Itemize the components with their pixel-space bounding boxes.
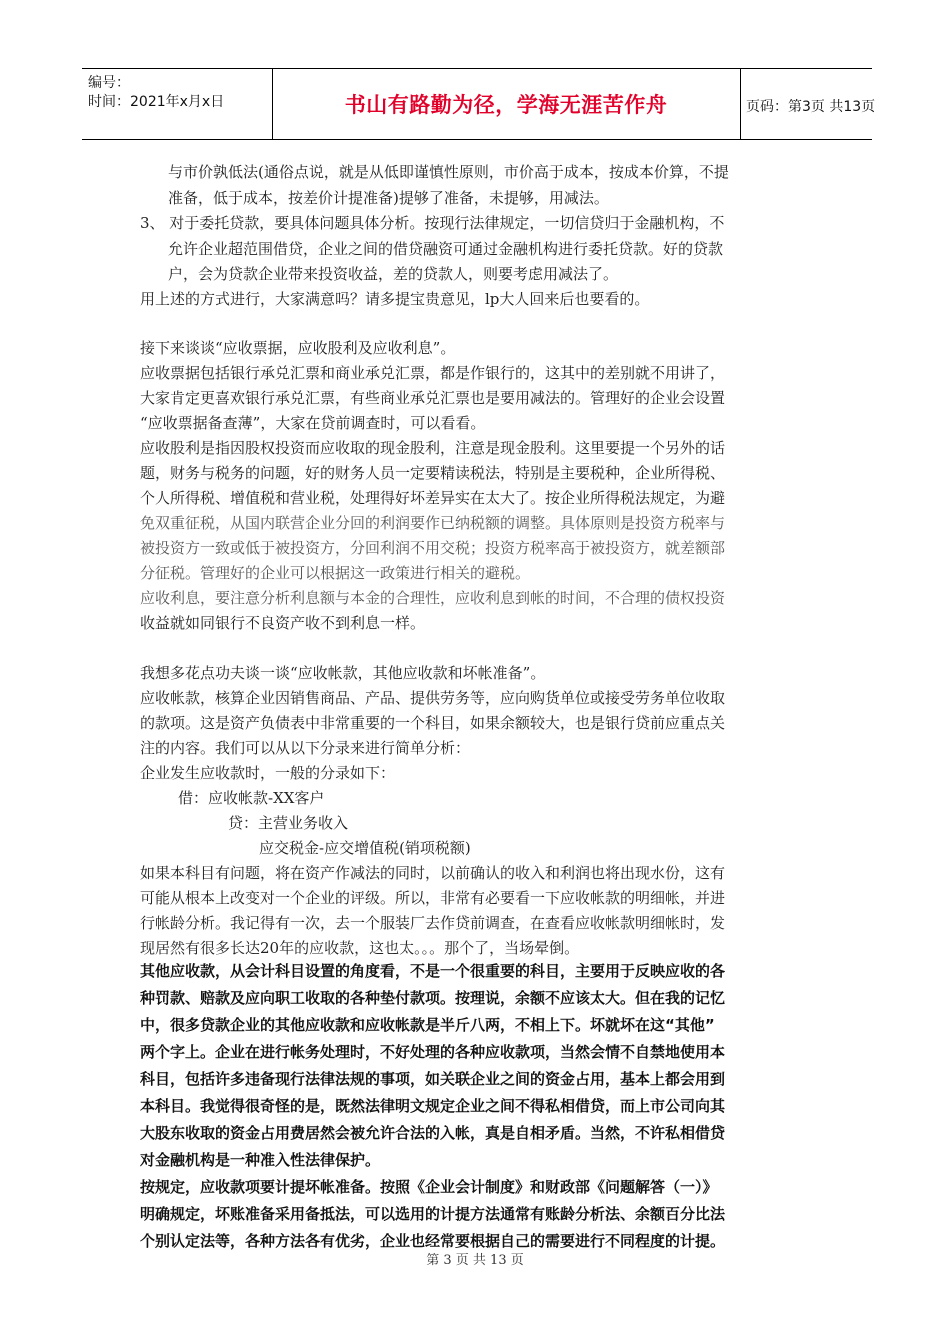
text-line: 应收票据包括银行承兑汇票和商业承兑汇票，都是作银行的，这其中的差别就不用讲了， — [140, 364, 726, 382]
text-line: 两个字上。企业在进行帐务处理时，不好处理的各种应收款项，当然会情不自禁地使用本 — [140, 1043, 726, 1061]
text-line: 与市价孰低法(通俗点说，就是从低即谨慎性原则，市价高于成本，按成本价算，不提 — [168, 163, 729, 181]
header-meta-cell — [82, 69, 273, 139]
text-line: 免双重征税，从国内联营企业分回的利润要作已纳税额的调整。具体原则是投资方税率与 — [140, 514, 726, 532]
text-line: 用上述的方式进行，大家满意吗？请多提宝贵意见，lp大人回来后也要看的。 — [140, 290, 650, 308]
text-line: 接下来谈谈“应收票据，应收股利及应收利息”。 — [140, 339, 456, 357]
page-footer: 第 3 页 共 13 页 — [426, 1253, 524, 1268]
text-line: 按规定，应收款项要计提坏帐准备。按照《企业会计制度》和财政部《问题解答（一）》 — [140, 1178, 718, 1196]
doc-code-label: 编号： — [88, 75, 130, 91]
text-line: 种罚款、赔款及应向职工收取的各种垫付款项。按理说，余额不应该太大。但在我的记忆 — [140, 989, 726, 1007]
text-line: 对金融机构是一种准入性法律保护。 — [140, 1151, 381, 1169]
text-line: 应收股利是指因股权投资而应收取的现金股利，注意是现金股利。这里要提一个另外的话 — [140, 439, 726, 457]
text-line: 大股东收取的资金占用费居然会被允许合法的入帐，真是自相矛盾。当然，不许私相借贷 — [140, 1124, 726, 1142]
journal-credit-line: 贷：主营业务收入 — [228, 814, 349, 832]
text-line: 应收利息，要注意分析利息额与本金的合理性，应收利息到帐的时间，不合理的债权投资 — [140, 589, 726, 607]
text-line: 明确规定，坏账准备采用备抵法，可以选用的计提方法通常有账龄分析法、余额百分比法 — [140, 1205, 726, 1223]
journal-credit-line: 应交税金-应交增值税(销项税额) — [259, 839, 471, 857]
text-line: 个人所得税、增值税和营业税，处理得好坏差异实在太大了。按企业所得税法规定，为避 — [140, 489, 726, 507]
text-line: 户，会为贷款企业带来投资收益，差的贷款人，则要考虑用减法了。 — [168, 265, 619, 283]
text-line: 准备，低于成本，按差价计提准备)提够了准备，未提够，用减法。 — [168, 189, 609, 207]
journal-debit-line: 借：应收帐款-XX客户 — [178, 789, 325, 807]
text-line: 中，很多贷款企业的其他应收款和应收帐款是半斤八两，不相上下。坏就坏在这“其他” — [140, 1016, 715, 1034]
text-line: 收益就如同银行不良资产收不到利息一样。 — [140, 614, 426, 632]
text-line: 个别认定法等，各种方法各有优劣，企业也经常要根据自己的需要进行不同程度的计提。 — [140, 1232, 726, 1250]
text-line: 的款项。这是资产负债表中非常重要的一个科目，如果余额较大，也是银行贷前应重点关 — [140, 714, 726, 732]
header-motto-cell — [272, 69, 741, 139]
text-line: 企业发生应收款时，一般的分录如下： — [140, 764, 396, 782]
text-line: 题，财务与税务的问题，好的财务人员一定要精读税法，特别是主要税种，企业所得税、 — [140, 464, 726, 482]
text-line: 3、 对于委托贷款，要具体问题具体分析。按现行法律规定，一切信贷归于金融机构，不 — [140, 214, 725, 232]
doc-date-label: 时间：2021年x月x日 — [88, 94, 225, 110]
text-line: “应收票据备查薄”，大家在贷前调查时，可以看看。 — [140, 414, 486, 432]
text-line: 本科目。我觉得很奇怪的是，既然法律明文规定企业之间不得私相借贷，而上市公司向其 — [140, 1097, 726, 1115]
text-line: 被投资方一致或低于被投资方，分回利润不用交税；投资方税率高于被投资方，就差额部 — [140, 539, 726, 557]
page-header — [82, 68, 876, 140]
text-line: 行帐龄分析。我记得有一次，去一个服装厂去作贷前调查，在查看应收帐款明细帐时，发 — [140, 914, 726, 932]
text-line: 应收帐款，核算企业因销售商品、产品、提供劳务等，应向购货单位或接受劳务单位收取 — [140, 689, 726, 707]
text-line: 可能从根本上改变对一个企业的评级。所以，非常有必要看一下应收帐款的明细帐，并进 — [140, 889, 726, 907]
header-motto: 书山有路勤为径，学海无涯苦作舟 — [344, 93, 668, 117]
text-line: 现居然有很多长达20年的应收款，这也太。。。那个了，当场晕倒。 — [140, 939, 580, 957]
header-page-cell — [740, 69, 876, 139]
text-line: 注的内容。我们可以从以下分录来进行简单分析： — [140, 739, 471, 757]
text-line: 如果本科目有问题，将在资产作减法的同时，以前确认的收入和利润也将出现水份，这有 — [140, 864, 726, 882]
text-line: 我想多花点功夫谈一谈“应收帐款，其他应收款和坏帐准备”。 — [140, 664, 546, 682]
text-line: 允许企业超范围借贷，企业之间的借贷融资可通过金融机构进行委托贷款。好的贷款 — [168, 240, 724, 258]
header-page-info: 页码：第3页 共13页 — [746, 99, 876, 115]
text-line: 大家肯定更喜欢银行承兑汇票，有些商业承兑汇票也是要用减法的。管理好的企业会设置 — [140, 389, 726, 407]
text-line: 科目，包括许多违备现行法律法规的事项，如关联企业之间的资金占用，基本上都会用到 — [140, 1070, 726, 1088]
text-line: 其他应收款，从会计科目设置的角度看，不是一个很重要的科目，主要用于反映应收的各 — [140, 962, 726, 980]
text-line: 分征税。管理好的企业可以根据这一政策进行相关的避税。 — [140, 564, 531, 582]
